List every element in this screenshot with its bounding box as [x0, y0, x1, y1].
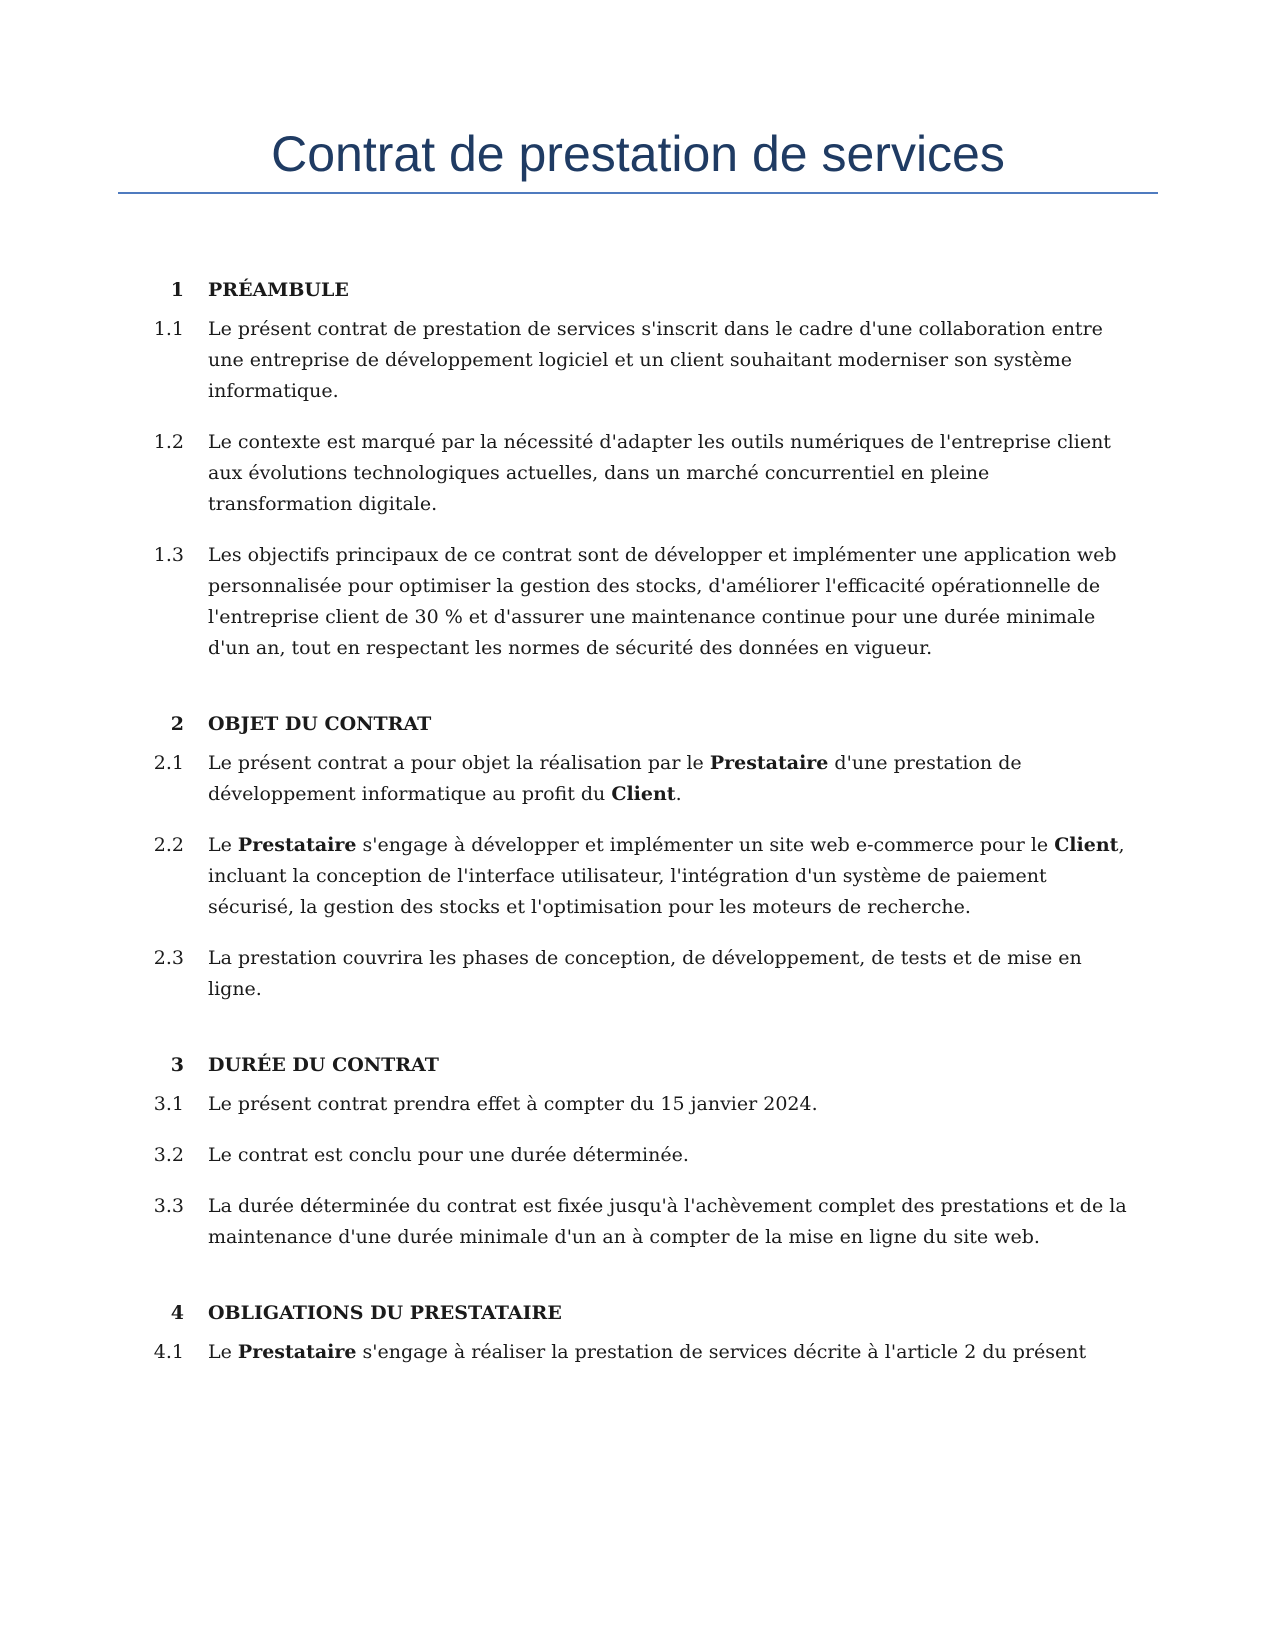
section-heading: [0, 270, 1275, 310]
clause-text-run: Le présent contrat a pour objet la réalisation par le: [208, 752, 710, 774]
clause-text-run: , incluant la conception de l'interface utilisateur, l'intégration d'un système de paiement sécurisé, la gestion des stocks et l'optimisation pour les moteurs de recherche.: [208, 834, 1125, 918]
section-3: [0, 1045, 1275, 1253]
clause-text-run: Le contexte est marqué par la nécessité d'adapter les outils numériques de l'entreprise client aux évolutions technologiques actuelles, dans un marché concurrentiel en pleine transformation digitale.: [208, 431, 1111, 515]
defined-term: Prestataire: [237, 1341, 357, 1363]
clause-2-3: [0, 943, 1275, 1005]
clause-text-run: Le: [208, 1341, 238, 1363]
title-underline: [118, 192, 1158, 194]
clause-text: [208, 1089, 1138, 1120]
clause-number: 2.3: [153, 947, 184, 969]
section-title: OBJET DU CONTRAT: [208, 713, 432, 735]
clause-3-1: [0, 1089, 1275, 1120]
document-body: [0, 270, 1275, 1408]
clause-text-run: s'engage à réaliser la prestation de services décrite à l'article 2 du présent: [356, 1341, 1087, 1363]
clause-text-run: Le présent contrat prendra effet à compter du 15 janvier 2024.: [208, 1093, 818, 1115]
clause-number: 3.2: [153, 1144, 184, 1166]
section-heading: [0, 1045, 1275, 1085]
clause-3-3: [0, 1191, 1275, 1253]
section-number: 3: [170, 1054, 184, 1076]
clause-text: [208, 943, 1138, 1005]
clause-text: [208, 1140, 1138, 1171]
section-title: DURÉE DU CONTRAT: [208, 1054, 439, 1076]
clause-text-run: Le contrat est conclu pour une durée déterminée.: [208, 1144, 689, 1166]
clause-text-run: .: [675, 783, 682, 805]
clause-text-run: Le: [208, 834, 238, 856]
clause-text: [208, 314, 1138, 407]
clause-text: [208, 540, 1138, 664]
clause-1-3: [0, 540, 1275, 664]
section-2: [0, 704, 1275, 1005]
clause-text: [208, 427, 1138, 520]
clause-text-run: Le présent contrat de prestation de services s'inscrit dans le cadre d'une collaboration entre une entreprise de développement logiciel et un client souhaitant moderniser son système informatique.: [208, 318, 1103, 402]
clause-4-1: [0, 1337, 1275, 1368]
clause-3-2: [0, 1140, 1275, 1171]
clause-1-1: [0, 314, 1275, 407]
clause-text: [208, 1191, 1138, 1253]
clause-number: 1.3: [153, 544, 184, 566]
clause-number: 1.1: [153, 318, 184, 340]
clause-text-run: La prestation couvrira les phases de conception, de développement, de tests et de mise en ligne.: [208, 947, 1082, 1000]
section-number: 1: [170, 279, 184, 301]
defined-term: Client: [611, 783, 676, 805]
section-4: [0, 1293, 1275, 1368]
section-number: 2: [170, 713, 184, 735]
clause-number: 4.1: [153, 1341, 184, 1363]
section-heading: [0, 1293, 1275, 1333]
clause-number: 2.1: [153, 752, 184, 774]
section-1: [0, 270, 1275, 664]
section-number: 4: [170, 1302, 184, 1324]
clause-text-run: Les objectifs principaux de ce contrat sont de développer et implémenter une application web personnalisée pour optimiser la gestion des stocks, d'améliorer l'efficacité opérationnelle de l'entreprise client de 30 % et d'assurer une maintenance continue pour une durée minimale d'un an, tout en respectant les normes de sécurité des données en vigueur.: [208, 544, 1117, 659]
clause-2-2: [0, 830, 1275, 923]
defined-term: Prestataire: [709, 752, 829, 774]
clause-text-run: s'engage à développer et implémenter un site web e-commerce pour le: [356, 834, 1055, 856]
document-title: Contrat de prestation de services: [271, 126, 1005, 182]
clause-number: 2.2: [153, 834, 184, 856]
clause-text-run: La durée déterminée du contrat est fixée jusqu'à l'achèvement complet des prestations et de la maintenance d'une durée minimale d'un an à compter de la mise en ligne du site web.: [208, 1195, 1127, 1248]
clause-2-1: [0, 748, 1275, 810]
clause-text: [208, 1337, 1138, 1368]
section-title: PRÉAMBULE: [208, 279, 349, 301]
clause-number: 3.1: [153, 1093, 184, 1115]
clause-1-2: [0, 427, 1275, 520]
section-heading: [0, 704, 1275, 744]
section-title: OBLIGATIONS DU PRESTATAIRE: [208, 1302, 562, 1324]
defined-term: Prestataire: [237, 834, 357, 856]
defined-term: Client: [1054, 834, 1119, 856]
clause-number: 1.2: [153, 431, 184, 453]
clause-text: [208, 748, 1138, 810]
clause-text: [208, 830, 1138, 923]
clause-number: 3.3: [153, 1195, 184, 1217]
clause-text-run: d'une prestation de développement informatique au profit du: [208, 752, 1022, 805]
